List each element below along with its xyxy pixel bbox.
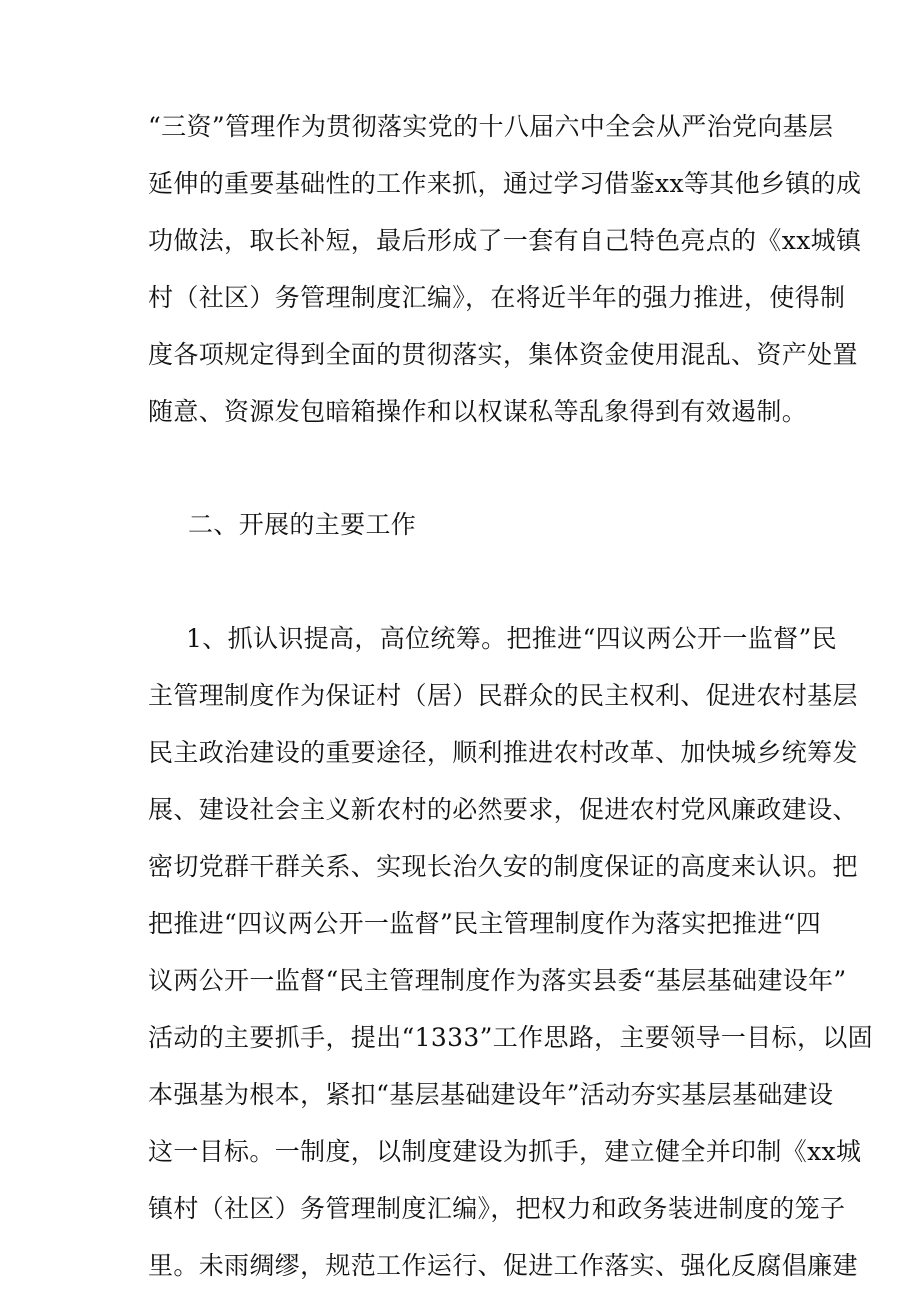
paragraph-line: 密切党群干群关系、实现长治久安的制度保证的高度来认识。把 (148, 852, 858, 881)
paragraph-line: 这一目标。一制度，以制度建设为抓手，建立健全并印制《xx城 (148, 1137, 862, 1166)
paragraph-line: 主管理制度作为保证村（居）民群众的民主权利、促进农村基层 (148, 681, 858, 710)
paragraph-line: 延伸的重要基础性的工作来抓，通过学习借鉴xx等其他乡镇的成 (148, 169, 862, 198)
paragraph-line: 本强基为根本，紧扣“基层基础建设年”活动夯实基层基础建设 (148, 1080, 834, 1109)
paragraph-line: 村（社区）务管理制度汇编》，在将近半年的强力推进，使得制 (148, 283, 846, 312)
paragraph-line: 随意、资源发包暗箱操作和以权谋私等乱象得到有效遏制。 (148, 397, 808, 426)
paragraph-line: 展、建设社会主义新农村的必然要求，促进农村党风廉政建设、 (148, 795, 858, 824)
paragraph-line: 功做法，取长补短，最后形成了一套有自己特色亮点的《xx城镇 (148, 226, 862, 255)
section-heading: 二、开展的主要工作 (188, 510, 417, 539)
paragraph-line: 里。未雨绸缪，规范工作运行、促进工作落实、强化反腐倡廉建 (148, 1251, 858, 1280)
paragraph-line: 活动的主要抓手，提出“1333”工作思路，主要领导一目标，以固 (148, 1023, 874, 1052)
paragraph-line: 把推进“四议两公开一监督”民主管理制度作为落实把推进“四 (148, 909, 822, 938)
paragraph-line: 议两公开一监督“民主管理制度作为落实县委“基层基础建设年” (148, 966, 847, 995)
paragraph-line: 1、抓认识提高，高位统筹。把推进“四议两公开一监督”民 (186, 624, 837, 653)
paragraph-line: “三资”管理作为贯彻落实党的十八届六中全会从严治党向基层 (148, 112, 834, 141)
paragraph-line: 度各项规定得到全面的贯彻落实，集体资金使用混乱、资产处置 (148, 340, 858, 369)
paragraph-line: 民主政治建设的重要途径，顺利推进农村改革、加快城乡统筹发 (148, 738, 858, 767)
paragraph-line: 镇村（社区）务管理制度汇编》，把权力和政务装进制度的笼子 (148, 1194, 846, 1223)
